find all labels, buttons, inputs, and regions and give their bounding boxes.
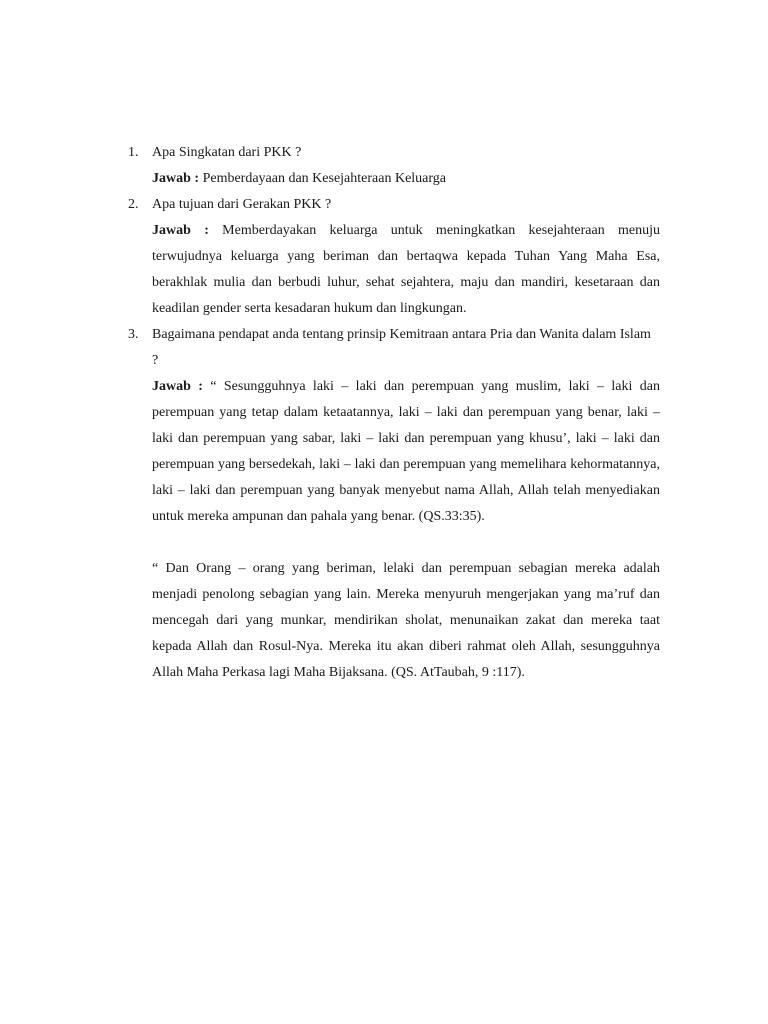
answer-text [152,218,660,322]
answer-label: Jawab : [152,379,203,394]
list-item [128,140,660,192]
item-number: 1. [128,145,139,160]
list-item [128,322,660,530]
question-text: Apa tujuan dari Gerakan PKK ? [152,197,332,212]
question-text: Apa Singkatan dari PKK ? [152,145,302,160]
list-item [128,192,660,322]
answer-body: “ Sesungguhnya laki – laki dan perempuan yang muslim, laki – laki dan perempuan yang tetap dalam ketaatannya, laki – laki dan perempuan yang benar, laki – laki dan perempuan yang sabar, laki – laki dan perempuan yang khusu’, laki – laki dan perempuan yang bersedekah, laki – laki dan perempuan yang memelihara kehormatannya, laki – laki dan perempuan yang banyak menyebut nama Allah, Allah telah menyediakan untuk mereka ampunan dan pahala yang benar. (QS.33:35). [152,379,660,524]
answer-body: Memberdayakan keluarga untuk meningkatkan kesejahteraan menuju terwujudnya keluarga yang beriman dan bertaqwa kepada Tuhan Yang Maha Esa, berakhlak mulia dan berbudi luhur, sehat sejahtera, maju dan mandiri, kesetaraan dan keadilan gender serta kesadaran hukum dan lingkungan. [152,223,660,316]
question-text: Bagaimana pendapat anda tentang prinsip Kemitraan antara Pria dan Wanita dalam Islam ? [152,327,651,368]
item-number: 2. [128,197,139,212]
answer-text [152,166,660,192]
item-number: 3. [128,327,139,342]
answer-text [152,374,660,530]
answer-label: Jawab : [152,223,209,238]
question-list [128,140,660,686]
answer-label: Jawab : [152,171,200,186]
quote-paragraph: “ Dan Orang – orang yang beriman, lelaki dan perempuan sebagian mereka adalah menjadi penolong sebagian yang lain. Mereka menyuruh mengerjakan yang ma’ruf dan mencegah dari yang munkar, mendirikan sholat, menunaikan zakat dan mereka taat kepada Allah dan Rosul-Nya. Mereka itu akan diberi rahmat oleh Allah, sesungguhnya Allah Maha Perkasa lagi Maha Bijaksana. (QS. AtTaubah, 9 :117). [152,561,660,680]
answer-body: Pemberdayaan dan Kesejahteraan Keluarga [199,171,447,186]
